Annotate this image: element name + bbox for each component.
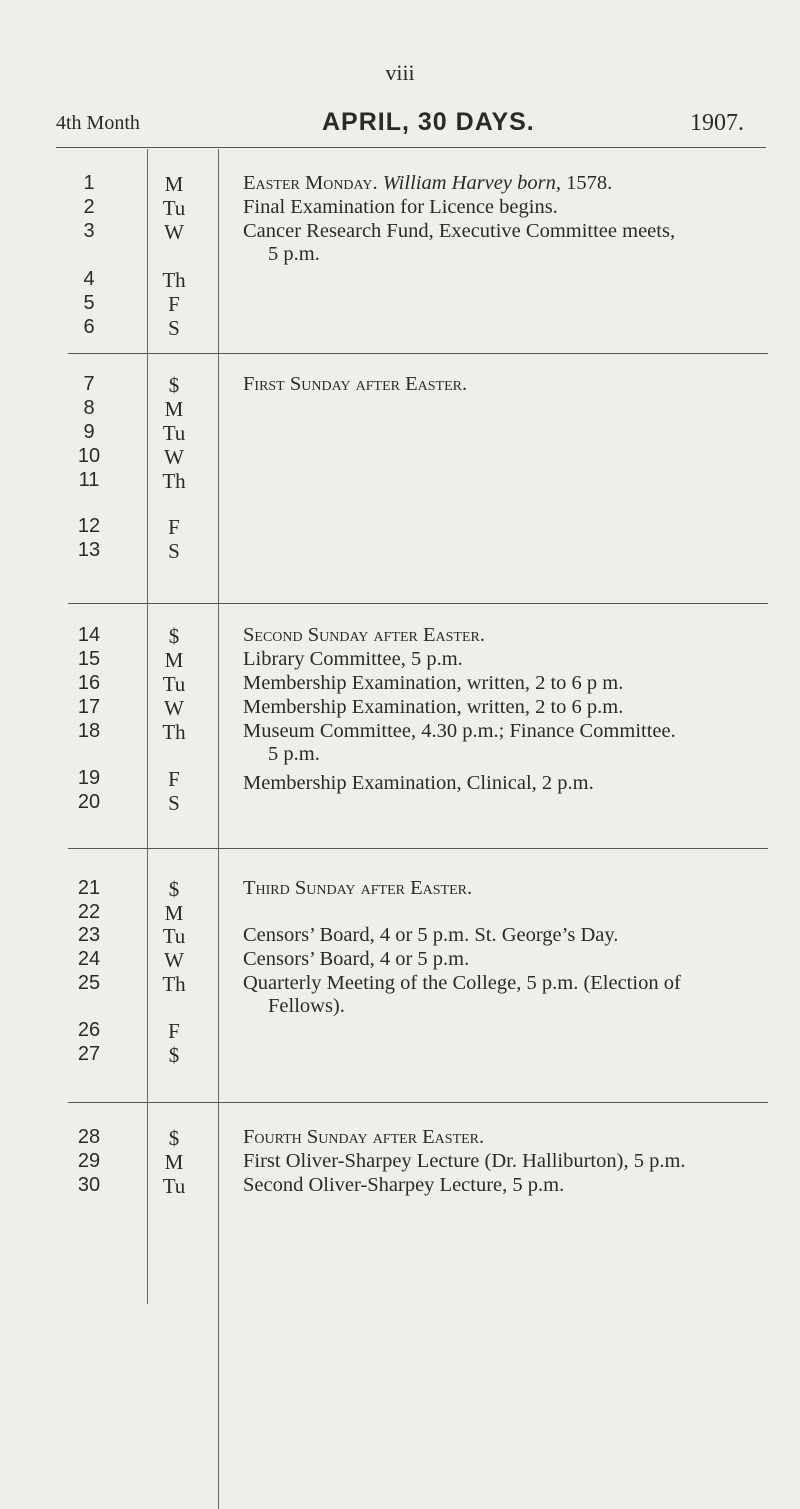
weekday-abbrev: M xyxy=(164,397,184,421)
day-number: 26 xyxy=(77,1019,101,1041)
weekday-abbrev: Th xyxy=(162,469,186,493)
weekday-abbrev: Tu xyxy=(162,924,186,948)
day-number: 30 xyxy=(77,1174,101,1196)
day-number: 17 xyxy=(77,696,101,718)
event-text: Censors’ Board, 4 or 5 p.m. xyxy=(243,948,470,970)
weekday-abbrev: W xyxy=(164,445,184,469)
day-number: 14 xyxy=(77,624,101,646)
day-number: 20 xyxy=(77,791,101,813)
day-number: 15 xyxy=(77,648,101,670)
event-sunday-title: Fourth Sunday after Easter. xyxy=(243,1126,485,1148)
weekday-abbrev: $ xyxy=(168,877,180,901)
week-separator xyxy=(68,848,768,849)
weekday-abbrev: $ xyxy=(168,1126,180,1150)
weekday-abbrev: Tu xyxy=(162,196,186,220)
day-number: 25 xyxy=(77,972,101,994)
page-number: viii xyxy=(385,60,415,85)
week-separator xyxy=(68,353,768,354)
event-text: 5 p.m. xyxy=(268,743,320,765)
weekday-abbrev: Th xyxy=(162,268,186,292)
event-text: Membership Examination, written, 2 to 6 p m. xyxy=(243,672,624,694)
weekday-abbrev: F xyxy=(168,515,180,539)
event-title: Easter Monday. xyxy=(243,172,378,194)
weekday-abbrev: S xyxy=(168,539,180,563)
weekday-abbrev: Tu xyxy=(162,421,186,445)
day-number: 4 xyxy=(83,268,95,290)
day-number: 3 xyxy=(83,220,95,242)
weekday-abbrev: W xyxy=(164,220,184,244)
day-number: 28 xyxy=(77,1126,101,1148)
weekday-abbrev: M xyxy=(164,901,184,925)
day-number: 7 xyxy=(83,373,95,395)
event-italic: William Harvey born, xyxy=(382,172,561,194)
weekday-abbrev: $ xyxy=(168,1043,180,1067)
event-year: 1578. xyxy=(560,172,613,194)
event-easter-monday xyxy=(243,172,788,194)
day-number: 24 xyxy=(77,948,101,970)
weekday-abbrev: F xyxy=(168,1019,180,1043)
day-number: 5 xyxy=(83,292,95,314)
weekday-abbrev: M xyxy=(164,172,184,196)
event-sunday-title: Third Sunday after Easter. xyxy=(243,877,473,899)
weekday-abbrev: F xyxy=(168,767,180,791)
day-number: 12 xyxy=(77,515,101,537)
weekday-abbrev: S xyxy=(168,791,180,815)
day-number: 23 xyxy=(77,924,101,946)
event-sunday-title: First Sunday after Easter. xyxy=(243,373,468,395)
header-rule xyxy=(56,147,766,148)
day-number: 16 xyxy=(77,672,101,694)
event-text: Museum Committee, 4.30 p.m.; Finance Committee. xyxy=(243,720,676,742)
day-number: 11 xyxy=(78,469,100,491)
weekday-abbrev: W xyxy=(164,696,184,720)
event-text: First Oliver-Sharpey Lecture (Dr. Halliburton), 5 p.m. xyxy=(243,1150,686,1172)
weekday-abbrev: $ xyxy=(168,373,180,397)
weekday-abbrev: M xyxy=(164,648,184,672)
weekday-abbrev: Tu xyxy=(162,1174,186,1198)
day-number: 22 xyxy=(77,901,101,923)
event-text: Second Oliver-Sharpey Lecture, 5 p.m. xyxy=(243,1174,565,1196)
week-separator xyxy=(68,1102,768,1103)
weekday-abbrev: M xyxy=(164,1150,184,1174)
weekday-abbrev: F xyxy=(168,292,180,316)
day-number: 19 xyxy=(77,767,101,789)
weekday-abbrev: Tu xyxy=(162,672,186,696)
event-text: Membership Examination, written, 2 to 6 p.m. xyxy=(243,696,624,718)
day-number: 8 xyxy=(83,397,95,419)
event-text: Membership Examination, Clinical, 2 p.m. xyxy=(243,772,594,794)
week-separator xyxy=(68,603,768,604)
event-sunday-title: Second Sunday after Easter. xyxy=(243,624,485,646)
weekday-abbrev: Th xyxy=(162,972,186,996)
day-number: 29 xyxy=(77,1150,101,1172)
month-title: APRIL, 30 DAYS. xyxy=(322,108,535,136)
day-number: 10 xyxy=(77,445,101,467)
year-label: 1907. xyxy=(690,110,744,136)
event-text: Library Committee, 5 p.m. xyxy=(243,648,463,670)
event-text: 5 p.m. xyxy=(268,243,320,265)
weekday-abbrev: S xyxy=(168,316,180,340)
event-text: Final Examination for Licence begins. xyxy=(243,196,558,218)
day-number: 18 xyxy=(77,720,101,742)
day-number: 21 xyxy=(77,877,101,899)
event-text: Fellows). xyxy=(268,995,345,1017)
day-number: 27 xyxy=(77,1043,101,1065)
weekday-abbrev: $ xyxy=(168,624,180,648)
day-number: 6 xyxy=(83,316,95,338)
month-label: 4th Month xyxy=(56,112,140,134)
day-number: 9 xyxy=(83,421,95,443)
event-text: Quarterly Meeting of the College, 5 p.m. (Election of xyxy=(243,972,681,994)
event-text: Censors’ Board, 4 or 5 p.m. St. George’s Day. xyxy=(243,924,619,946)
weekday-abbrev: Th xyxy=(162,720,186,744)
day-number: 13 xyxy=(77,539,101,561)
day-number: 1 xyxy=(83,172,95,194)
day-number: 2 xyxy=(83,196,95,218)
event-text: Cancer Research Fund, Executive Committee meets, xyxy=(243,220,676,242)
weekday-abbrev: W xyxy=(164,948,184,972)
